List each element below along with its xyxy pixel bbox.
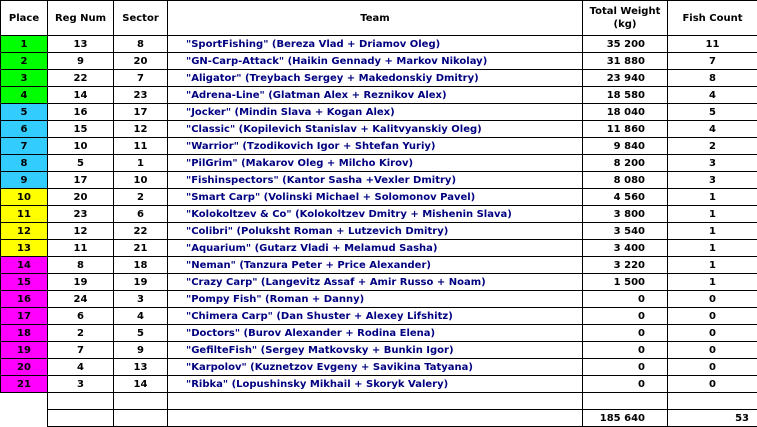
reg-num-cell: 17 — [48, 172, 114, 189]
sector-cell: 20 — [114, 53, 168, 70]
fish-count-cell: 7 — [668, 53, 757, 70]
fish-count-cell: 0 — [668, 325, 757, 342]
weight-cell: 18 040 — [583, 104, 668, 121]
header-place: Place — [1, 1, 48, 36]
fish-count-cell: 3 — [668, 155, 757, 172]
reg-num-cell: 22 — [48, 70, 114, 87]
header-row — [1, 1, 757, 36]
totals-empty-cell — [114, 410, 168, 427]
place-cell: 9 — [1, 172, 48, 189]
sector-cell: 3 — [114, 291, 168, 308]
totals-row — [1, 410, 757, 427]
blank-cell — [48, 393, 114, 410]
weight-cell: 0 — [583, 291, 668, 308]
weight-cell: 11 860 — [583, 121, 668, 138]
header-total-weight: Total Weight (kg) — [583, 1, 668, 36]
total-fish-count: 53 — [668, 410, 757, 427]
reg-num-cell: 23 — [48, 206, 114, 223]
header-reg-num: Reg Num — [48, 1, 114, 36]
reg-num-cell: 5 — [48, 155, 114, 172]
fish-count-cell: 0 — [668, 359, 757, 376]
weight-cell: 0 — [583, 376, 668, 393]
team-cell: "Classic" (Kopilevich Stanislav + Kalitvyanskiy Oleg) — [168, 121, 583, 138]
weight-cell: 9 840 — [583, 138, 668, 155]
place-cell: 1 — [1, 36, 48, 53]
weight-cell: 0 — [583, 342, 668, 359]
sector-cell: 23 — [114, 87, 168, 104]
blank-row — [1, 393, 757, 410]
team-cell: "Crazy Carp" (Langevitz Assaf + Amir Russo + Noam) — [168, 274, 583, 291]
fish-count-cell: 0 — [668, 291, 757, 308]
place-cell: 16 — [1, 291, 48, 308]
place-cell: 18 — [1, 325, 48, 342]
team-cell: "SportFishing" (Bereza Vlad + Driamov Oleg) — [168, 36, 583, 53]
fish-count-cell: 1 — [668, 223, 757, 240]
header-team: Team — [168, 1, 583, 36]
sector-cell: 5 — [114, 325, 168, 342]
table-row — [1, 138, 757, 155]
team-cell: "Karpolov" (Kuznetzov Evgeny + Savikina Tatyana) — [168, 359, 583, 376]
place-cell: 10 — [1, 189, 48, 206]
blank-cell — [114, 393, 168, 410]
sector-cell: 21 — [114, 240, 168, 257]
table-row — [1, 104, 757, 121]
reg-num-cell: 3 — [48, 376, 114, 393]
sector-cell: 19 — [114, 274, 168, 291]
weight-cell: 31 880 — [583, 53, 668, 70]
blank-cell — [668, 393, 757, 410]
place-cell: 6 — [1, 121, 48, 138]
reg-num-cell: 20 — [48, 189, 114, 206]
team-cell: "GN-Carp-Attack" (Haikin Gennady + Markov Nikolay) — [168, 53, 583, 70]
fish-count-cell: 2 — [668, 138, 757, 155]
place-cell: 15 — [1, 274, 48, 291]
table-row — [1, 240, 757, 257]
team-cell: "Neman" (Tanzura Peter + Price Alexander) — [168, 257, 583, 274]
sector-cell: 9 — [114, 342, 168, 359]
team-cell: "Smart Carp" (Volinski Michael + Solomonov Pavel) — [168, 189, 583, 206]
sector-cell: 13 — [114, 359, 168, 376]
fish-count-cell: 5 — [668, 104, 757, 121]
reg-num-cell: 9 — [48, 53, 114, 70]
fish-count-cell: 1 — [668, 189, 757, 206]
reg-num-cell: 15 — [48, 121, 114, 138]
place-cell: 13 — [1, 240, 48, 257]
team-cell: "Doctors" (Burov Alexander + Rodina Elena) — [168, 325, 583, 342]
weight-cell: 3 800 — [583, 206, 668, 223]
sector-cell: 4 — [114, 308, 168, 325]
table-row — [1, 206, 757, 223]
weight-cell: 3 540 — [583, 223, 668, 240]
totals-empty-cell — [48, 410, 114, 427]
reg-num-cell: 10 — [48, 138, 114, 155]
sector-cell: 2 — [114, 189, 168, 206]
team-cell: "Jocker" (Mindin Slava + Kogan Alex) — [168, 104, 583, 121]
weight-cell: 8 080 — [583, 172, 668, 189]
table-row — [1, 291, 757, 308]
place-cell: 3 — [1, 70, 48, 87]
place-cell: 4 — [1, 87, 48, 104]
fish-count-cell: 3 — [668, 172, 757, 189]
weight-cell: 0 — [583, 359, 668, 376]
team-cell: "Adrena-Line" (Glatman Alex + Reznikov Alex) — [168, 87, 583, 104]
team-cell: "Colibri" (Poluksht Roman + Lutzevich Dmitry) — [168, 223, 583, 240]
team-cell: "Aquarium" (Gutarz Vladi + Melamud Sasha) — [168, 240, 583, 257]
total-weight: 185 640 — [583, 410, 668, 427]
blank-cell — [1, 393, 48, 410]
sector-cell: 10 — [114, 172, 168, 189]
place-cell: 17 — [1, 308, 48, 325]
sector-cell: 1 — [114, 155, 168, 172]
reg-num-cell: 13 — [48, 36, 114, 53]
team-cell: "PilGrim" (Makarov Oleg + Milcho Kirov) — [168, 155, 583, 172]
place-cell: 7 — [1, 138, 48, 155]
reg-num-cell: 6 — [48, 308, 114, 325]
reg-num-cell: 11 — [48, 240, 114, 257]
team-cell: "Chimera Carp" (Dan Shuster + Alexey Lifshitz) — [168, 308, 583, 325]
weight-cell: 4 560 — [583, 189, 668, 206]
fish-count-cell: 0 — [668, 342, 757, 359]
place-cell: 8 — [1, 155, 48, 172]
table-row — [1, 70, 757, 87]
reg-num-cell: 14 — [48, 87, 114, 104]
table-row — [1, 53, 757, 70]
reg-num-cell: 4 — [48, 359, 114, 376]
reg-num-cell: 7 — [48, 342, 114, 359]
weight-cell: 23 940 — [583, 70, 668, 87]
weight-cell: 35 200 — [583, 36, 668, 53]
fish-count-cell: 0 — [668, 376, 757, 393]
reg-num-cell: 8 — [48, 257, 114, 274]
place-cell: 20 — [1, 359, 48, 376]
weight-cell: 1 500 — [583, 274, 668, 291]
table-row — [1, 223, 757, 240]
fish-count-cell: 1 — [668, 240, 757, 257]
place-cell: 5 — [1, 104, 48, 121]
table-row — [1, 155, 757, 172]
table-row — [1, 87, 757, 104]
fish-count-cell: 1 — [668, 206, 757, 223]
table-row — [1, 308, 757, 325]
totals-empty-cell — [1, 410, 48, 427]
sector-cell: 18 — [114, 257, 168, 274]
reg-num-cell: 12 — [48, 223, 114, 240]
header-fish-count: Fish Count — [668, 1, 757, 36]
blank-cell — [168, 393, 583, 410]
fish-count-cell: 0 — [668, 308, 757, 325]
table-row — [1, 342, 757, 359]
fish-count-cell: 11 — [668, 36, 757, 53]
table-row — [1, 359, 757, 376]
table-row — [1, 257, 757, 274]
header-sector: Sector — [114, 1, 168, 36]
table-row — [1, 189, 757, 206]
reg-num-cell: 24 — [48, 291, 114, 308]
sector-cell: 14 — [114, 376, 168, 393]
table-row — [1, 274, 757, 291]
reg-num-cell: 16 — [48, 104, 114, 121]
team-cell: "Kolokoltzev & Co" (Kolokoltzev Dmitry + Mishenin Slava) — [168, 206, 583, 223]
sector-cell: 7 — [114, 70, 168, 87]
fish-count-cell: 4 — [668, 87, 757, 104]
sector-cell: 8 — [114, 36, 168, 53]
fish-count-cell: 4 — [668, 121, 757, 138]
blank-cell — [583, 393, 668, 410]
sector-cell: 22 — [114, 223, 168, 240]
table-row — [1, 325, 757, 342]
sector-cell: 12 — [114, 121, 168, 138]
table-row — [1, 121, 757, 138]
place-cell: 12 — [1, 223, 48, 240]
weight-cell: 0 — [583, 325, 668, 342]
reg-num-cell: 2 — [48, 325, 114, 342]
fish-count-cell: 1 — [668, 274, 757, 291]
weight-cell: 18 580 — [583, 87, 668, 104]
place-cell: 19 — [1, 342, 48, 359]
team-cell: "GefilteFish" (Sergey Matkovsky + Bunkin Igor) — [168, 342, 583, 359]
table-row — [1, 376, 757, 393]
team-cell: "Pompy Fish" (Roman + Danny) — [168, 291, 583, 308]
sector-cell: 6 — [114, 206, 168, 223]
weight-cell: 3 220 — [583, 257, 668, 274]
team-cell: "Fishinspectors" (Kantor Sasha +Vexler Dmitry) — [168, 172, 583, 189]
team-cell: "Aligator" (Treybach Sergey + Makedonskiy Dmitry) — [168, 70, 583, 87]
fish-count-cell: 8 — [668, 70, 757, 87]
place-cell: 14 — [1, 257, 48, 274]
sector-cell: 11 — [114, 138, 168, 155]
weight-cell: 0 — [583, 308, 668, 325]
place-cell: 11 — [1, 206, 48, 223]
totals-empty-cell — [168, 410, 583, 427]
place-cell: 21 — [1, 376, 48, 393]
weight-cell: 3 400 — [583, 240, 668, 257]
table-row — [1, 172, 757, 189]
weight-cell: 8 200 — [583, 155, 668, 172]
sector-cell: 17 — [114, 104, 168, 121]
reg-num-cell: 19 — [48, 274, 114, 291]
team-cell: "Ribka" (Lopushinsky Mikhail + Skoryk Valery) — [168, 376, 583, 393]
table-row — [1, 36, 757, 53]
fish-count-cell: 1 — [668, 257, 757, 274]
team-cell: "Warrior" (Tzodikovich Igor + Shtefan Yuriy) — [168, 138, 583, 155]
place-cell: 2 — [1, 53, 48, 70]
